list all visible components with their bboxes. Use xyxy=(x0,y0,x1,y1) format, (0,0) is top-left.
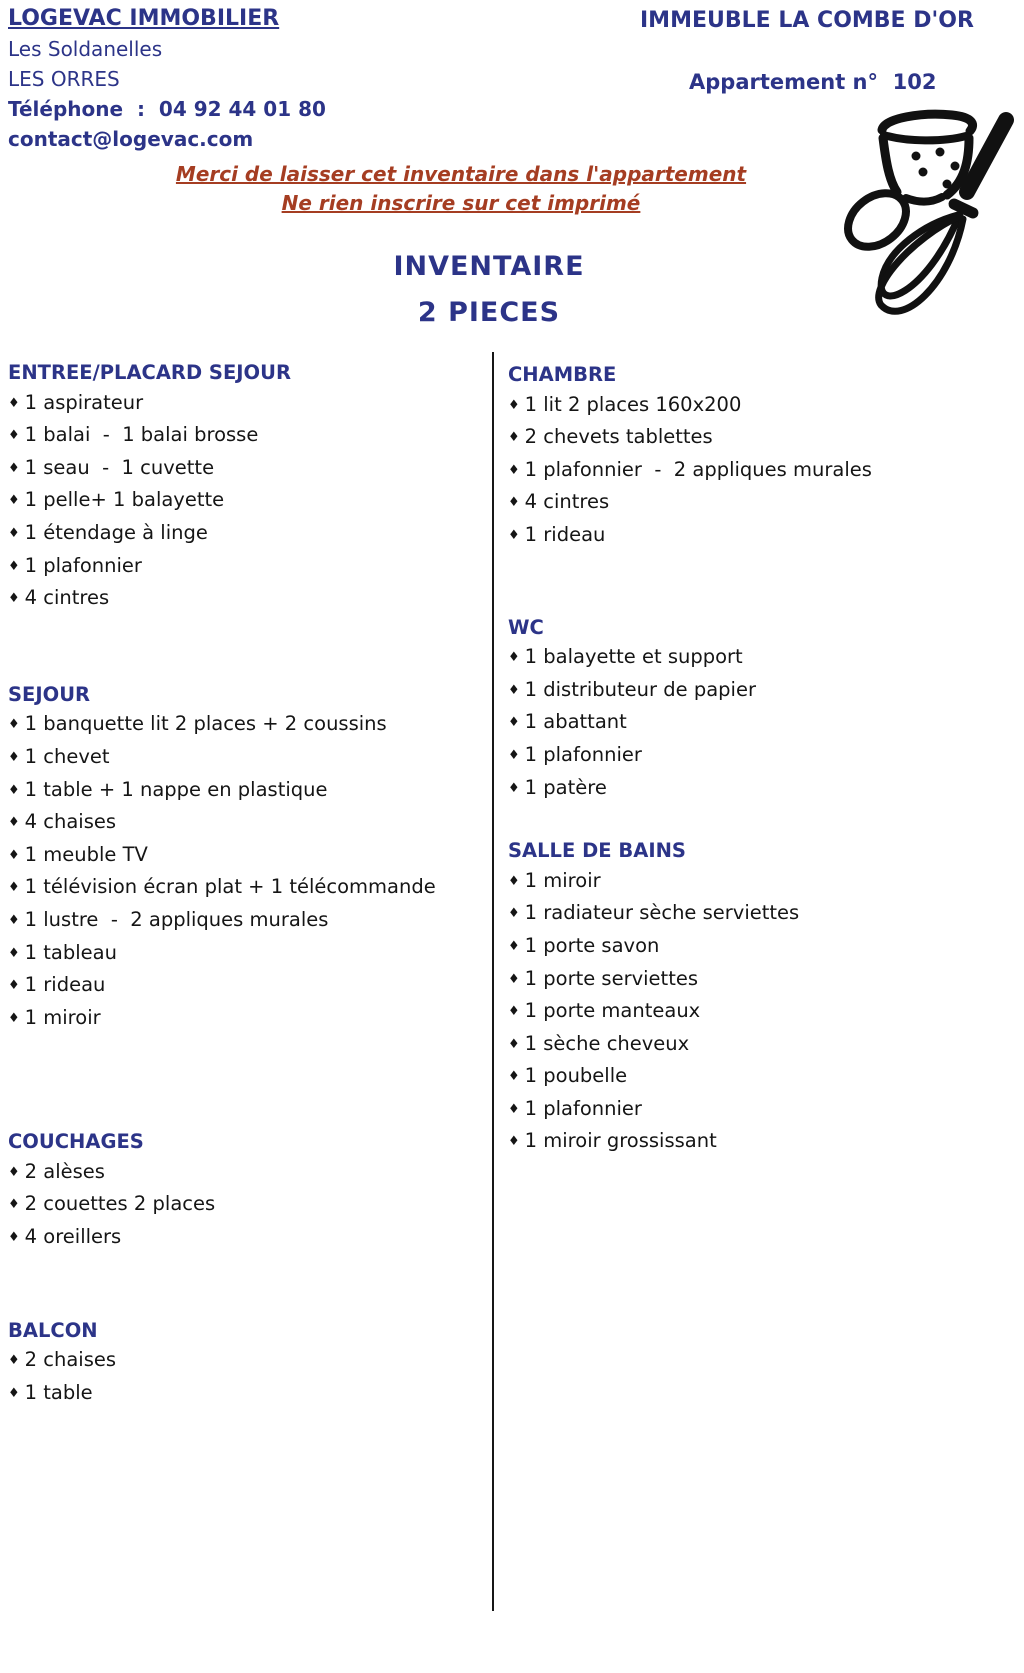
diamond-bullet-icon: ♦ xyxy=(8,945,20,961)
section-wc xyxy=(508,613,1016,806)
section-balcon xyxy=(8,1316,484,1411)
dots xyxy=(912,148,960,189)
inventory-item xyxy=(8,1157,484,1190)
diamond-bullet-icon: ♦ xyxy=(8,591,20,607)
item-label: 1 poubelle xyxy=(524,1064,628,1088)
diamond-bullet-icon: ♦ xyxy=(508,747,520,763)
section-heading-entree: ENTREE/PLACARD SEJOUR xyxy=(8,361,291,384)
item-label: 1 porte savon xyxy=(524,933,660,957)
inventory-item xyxy=(508,866,1016,899)
item-label: 1 rideau xyxy=(24,973,106,997)
diamond-bullet-icon: ♦ xyxy=(8,493,20,509)
agency-phone: Téléphone : 04 92 44 01 80 xyxy=(8,97,326,121)
notice-keep-inventory: Merci de laisser cet inventaire dans l'appartement xyxy=(175,162,747,186)
diamond-bullet-icon: ♦ xyxy=(508,1134,520,1150)
item-label: 1 sèche cheveux xyxy=(524,1031,690,1055)
title-line-2: 2 PIECES xyxy=(417,297,561,328)
diamond-bullet-icon: ♦ xyxy=(508,1101,520,1117)
diamond-bullet-icon: ♦ xyxy=(508,430,520,446)
item-label: 1 patère xyxy=(524,775,607,799)
notice-do-not-write: Ne rien inscrire sur cet imprimé xyxy=(281,191,641,215)
item-label: 1 miroir grossissant xyxy=(524,1129,717,1153)
section-heading-couchages: COUCHAGES xyxy=(8,1130,144,1154)
item-label: 1 tableau xyxy=(24,940,117,964)
inventory-item xyxy=(8,709,484,742)
diamond-bullet-icon: ♦ xyxy=(8,978,20,994)
diamond-bullet-icon: ♦ xyxy=(8,558,20,574)
inventory-item xyxy=(8,1222,484,1255)
diamond-bullet-icon: ♦ xyxy=(8,749,20,765)
item-label: 1 porte serviettes xyxy=(524,966,699,990)
item-label: 1 balai - 1 balai brosse xyxy=(24,423,259,447)
inventory-item xyxy=(8,742,484,775)
inventory-item xyxy=(8,1003,484,1036)
inventory-item xyxy=(508,642,1016,675)
inventory-item xyxy=(8,872,484,905)
diamond-bullet-icon: ♦ xyxy=(508,682,520,698)
inventory-item xyxy=(8,807,484,840)
item-label: 2 couettes 2 places xyxy=(24,1192,216,1216)
item-label: 4 cintres xyxy=(24,586,110,610)
inventory-item xyxy=(8,388,484,421)
diamond-bullet-icon: ♦ xyxy=(508,650,520,666)
diamond-bullet-icon: ♦ xyxy=(8,717,20,733)
notices xyxy=(61,160,861,218)
diamond-bullet-icon: ♦ xyxy=(508,527,520,543)
item-label: 2 chaises xyxy=(24,1348,117,1372)
item-label: 1 table + 1 nappe en plastique xyxy=(24,777,328,801)
diamond-bullet-icon: ♦ xyxy=(8,815,20,831)
inventory-item xyxy=(8,840,484,873)
bowl-and-whisk-illustration xyxy=(826,100,1018,338)
inventory-item xyxy=(508,996,1016,1029)
item-label: 1 abattant xyxy=(524,710,627,734)
item-label: 1 distributeur de papier xyxy=(524,677,756,701)
inventory-item xyxy=(508,487,1016,520)
inventory-item xyxy=(8,1189,484,1222)
diamond-bullet-icon: ♦ xyxy=(8,782,20,798)
diamond-bullet-icon: ♦ xyxy=(508,1069,520,1085)
item-label: 1 table xyxy=(24,1380,93,1404)
item-label: 1 seau - 1 cuvette xyxy=(24,455,215,479)
diamond-bullet-icon: ♦ xyxy=(508,938,520,954)
diamond-bullet-icon: ♦ xyxy=(8,1010,20,1026)
item-label: 1 étendage à linge xyxy=(24,520,208,544)
item-label: 1 télévision écran plat + 1 télécommande xyxy=(24,875,436,899)
item-label: 1 miroir xyxy=(24,1005,101,1029)
diamond-bullet-icon: ♦ xyxy=(508,495,520,511)
diamond-bullet-icon: ♦ xyxy=(8,847,20,863)
diamond-bullet-icon: ♦ xyxy=(8,395,20,411)
left-column xyxy=(8,358,484,1410)
diamond-bullet-icon: ♦ xyxy=(8,1230,20,1246)
inventory-item xyxy=(8,970,484,1003)
item-label: 1 aspirateur xyxy=(24,390,144,414)
inventory-item xyxy=(508,455,1016,488)
section-entree xyxy=(8,358,484,616)
agency-header xyxy=(8,4,326,154)
apartment-number: Appartement n° 102 xyxy=(689,70,937,94)
item-label: 1 plafonnier - 2 appliques murales xyxy=(524,457,872,481)
item-label: 2 alèses xyxy=(24,1159,105,1183)
diamond-bullet-icon: ♦ xyxy=(8,1164,20,1180)
item-label: 1 chevet xyxy=(24,744,110,768)
diamond-bullet-icon: ♦ xyxy=(508,462,520,478)
inventory-item xyxy=(508,1061,1016,1094)
inventory-item xyxy=(8,551,484,584)
inventory-item xyxy=(8,583,484,616)
diamond-bullet-icon: ♦ xyxy=(508,397,520,413)
item-label: 1 radiateur sèche serviettes xyxy=(524,901,800,925)
diamond-bullet-icon: ♦ xyxy=(8,1197,20,1213)
column-divider-line xyxy=(492,352,494,1611)
item-label: 1 plafonnier xyxy=(524,742,642,766)
inventory-item xyxy=(8,938,484,971)
inventory-item xyxy=(508,707,1016,740)
document-title xyxy=(189,244,789,336)
item-label: 1 balayette et support xyxy=(524,645,743,669)
title-line-1: INVENTAIRE xyxy=(393,251,585,282)
inventory-item xyxy=(508,1126,1016,1159)
item-label: 1 lustre - 2 appliques murales xyxy=(24,907,329,931)
item-label: 1 rideau xyxy=(524,522,606,546)
inventory-item xyxy=(508,390,1016,423)
section-couchages xyxy=(8,1127,484,1254)
item-label: 4 cintres xyxy=(524,490,610,514)
diamond-bullet-icon: ♦ xyxy=(508,780,520,796)
agency-name: LOGEVAC IMMOBILIER xyxy=(8,6,280,31)
bowl-and-whisk-icon xyxy=(826,100,1018,338)
diamond-bullet-icon: ♦ xyxy=(508,873,520,889)
diamond-bullet-icon: ♦ xyxy=(8,880,20,896)
diamond-bullet-icon: ♦ xyxy=(8,1353,20,1369)
item-label: 4 oreillers xyxy=(24,1225,122,1249)
diamond-bullet-icon: ♦ xyxy=(8,912,20,928)
right-column xyxy=(508,360,1016,1159)
section-heading-chambre: CHAMBRE xyxy=(508,363,617,386)
section-heading-sejour: SEJOUR xyxy=(8,682,91,706)
item-label: 1 lit 2 places 160x200 xyxy=(524,392,742,416)
inventory-item xyxy=(8,775,484,808)
inventory-item xyxy=(508,773,1016,806)
item-label: 1 pelle+ 1 balayette xyxy=(24,488,225,512)
inventory-item xyxy=(508,740,1016,773)
inventory-item xyxy=(508,1029,1016,1062)
section-heading-salle_de_bains: SALLE DE BAINS xyxy=(508,839,686,863)
inventory-item xyxy=(8,453,484,486)
inventory-item xyxy=(8,905,484,938)
diamond-bullet-icon: ♦ xyxy=(8,1385,20,1401)
inventory-item xyxy=(508,520,1016,553)
agency-city: LES ORRES xyxy=(8,67,120,91)
inventory-item xyxy=(8,485,484,518)
inventory-item xyxy=(8,518,484,551)
item-label: 2 chevets tablettes xyxy=(524,425,713,449)
agency-email: contact@logevac.com xyxy=(8,127,254,151)
diamond-bullet-icon: ♦ xyxy=(508,715,520,731)
item-label: 1 banquette lit 2 places + 2 coussins xyxy=(24,712,387,736)
item-label: 1 miroir xyxy=(524,868,601,892)
diamond-bullet-icon: ♦ xyxy=(8,460,20,476)
inventory-item xyxy=(8,1378,484,1411)
section-salle_de_bains xyxy=(508,836,1016,1159)
inventory-item xyxy=(508,964,1016,997)
diamond-bullet-icon: ♦ xyxy=(8,525,20,541)
item-label: 4 chaises xyxy=(24,810,117,834)
item-label: 1 meuble TV xyxy=(24,842,148,866)
section-heading-balcon: BALCON xyxy=(8,1318,98,1342)
item-label: 1 plafonnier xyxy=(24,553,142,577)
diamond-bullet-icon: ♦ xyxy=(8,428,20,444)
inventory-item xyxy=(508,422,1016,455)
section-chambre xyxy=(508,360,1016,553)
section-sejour xyxy=(8,680,484,1036)
inventory-item xyxy=(508,931,1016,964)
diamond-bullet-icon: ♦ xyxy=(508,971,520,987)
item-label: 1 porte manteaux xyxy=(524,999,701,1023)
diamond-bullet-icon: ♦ xyxy=(508,906,520,922)
item-label: 1 plafonnier xyxy=(524,1096,642,1120)
inventory-item xyxy=(8,1345,484,1378)
inventory-item xyxy=(8,420,484,453)
diamond-bullet-icon: ♦ xyxy=(508,1004,520,1020)
building-name: IMMEUBLE LA COMBE D'OR xyxy=(640,8,974,33)
inventory-item xyxy=(508,675,1016,708)
diamond-bullet-icon: ♦ xyxy=(508,1036,520,1052)
section-heading-wc: WC xyxy=(508,615,544,639)
inventory-item xyxy=(508,898,1016,931)
inventory-item xyxy=(508,1094,1016,1127)
agency-residence: Les Soldanelles xyxy=(8,37,163,61)
